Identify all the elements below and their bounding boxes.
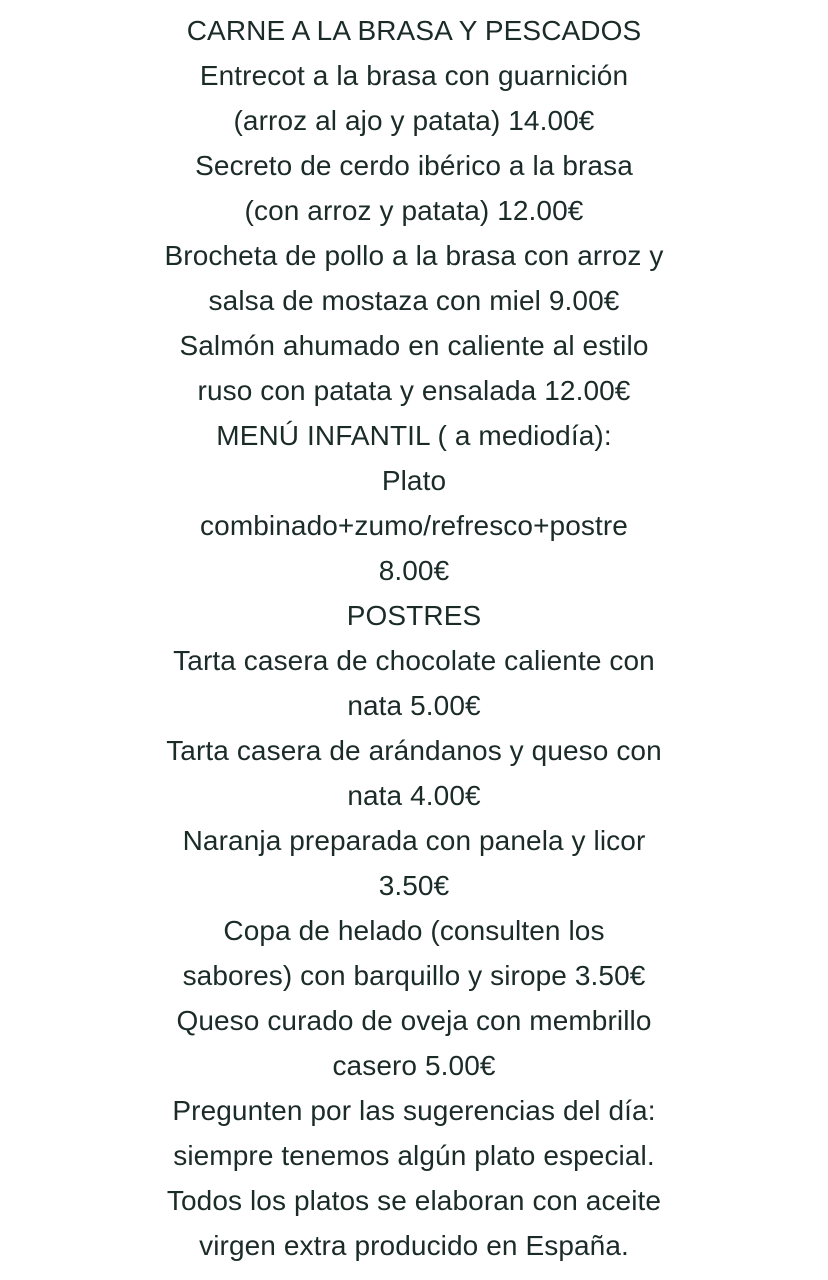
- menu-item-line: sabores) con barquillo y sirope 3.50€: [182, 960, 646, 991]
- menu-item-line: Brocheta de pollo a la brasa con arroz y: [164, 240, 664, 271]
- menu-item-plato-combinado: [104, 458, 724, 593]
- menu-item-line: ruso con patata y ensalada 12.00€: [197, 375, 631, 406]
- menu-item-line: (arroz al ajo y patata) 14.00€: [233, 105, 595, 136]
- menu-item-entrecot: [104, 53, 724, 143]
- menu-item-queso-curado: [104, 998, 724, 1088]
- menu-item-line: 8.00€: [378, 555, 450, 586]
- menu-page: [104, 0, 724, 1268]
- menu-item-line: salsa de mostaza con miel 9.00€: [208, 285, 620, 316]
- menu-item-line: Copa de helado (consulten los: [223, 915, 605, 946]
- menu-section-carne-pescados: [104, 8, 724, 413]
- menu-section-heading: MENÚ INFANTIL ( a mediodía):: [216, 420, 612, 451]
- menu-item-salmon: [104, 323, 724, 413]
- menu-item-line: Tarta casera de arándanos y queso con: [166, 735, 662, 766]
- menu-item-line: Tarta casera de chocolate caliente con: [173, 645, 655, 676]
- menu-item-naranja: [104, 818, 724, 908]
- menu-note-aceite: [104, 1178, 724, 1268]
- menu-item-line: Salmón ahumado en caliente al estilo: [179, 330, 649, 361]
- menu-item-tarta-chocolate: [104, 638, 724, 728]
- menu-note-line: Pregunten por las sugerencias del día:: [172, 1095, 656, 1126]
- menu-item-line: 3.50€: [378, 870, 450, 901]
- menu-item-line: Secreto de cerdo ibérico a la brasa: [195, 150, 633, 181]
- menu-item-line: nata 5.00€: [347, 690, 481, 721]
- menu-item-line: (con arroz y patata) 12.00€: [244, 195, 584, 226]
- menu-item-copa-helado: [104, 908, 724, 998]
- menu-item-line: Entrecot a la brasa con guarnición: [199, 60, 629, 91]
- menu-note-line: Todos los platos se elaboran con aceite: [166, 1185, 662, 1216]
- menu-section-heading: POSTRES: [346, 600, 482, 631]
- menu-item-line: Naranja preparada con panela y licor: [182, 825, 646, 856]
- menu-section-postres: [104, 593, 724, 1088]
- menu-note-line: siempre tenemos algún plato especial.: [173, 1140, 655, 1171]
- menu-section-heading: CARNE A LA BRASA Y PESCADOS: [186, 15, 642, 46]
- menu-item-line: Plato: [381, 465, 447, 496]
- menu-item-tarta-arandanos: [104, 728, 724, 818]
- menu-note-sugerencias: [104, 1088, 724, 1178]
- menu-item-line: casero 5.00€: [332, 1050, 496, 1081]
- menu-item-secreto: [104, 143, 724, 233]
- menu-item-line: combinado+zumo/refresco+postre: [200, 510, 628, 541]
- menu-item-brocheta: [104, 233, 724, 323]
- menu-item-line: nata 4.00€: [347, 780, 481, 811]
- menu-note-line: virgen extra producido en España.: [199, 1230, 629, 1261]
- menu-item-line: Queso curado de oveja con membrillo: [176, 1005, 652, 1036]
- menu-section-infantil: [104, 413, 724, 593]
